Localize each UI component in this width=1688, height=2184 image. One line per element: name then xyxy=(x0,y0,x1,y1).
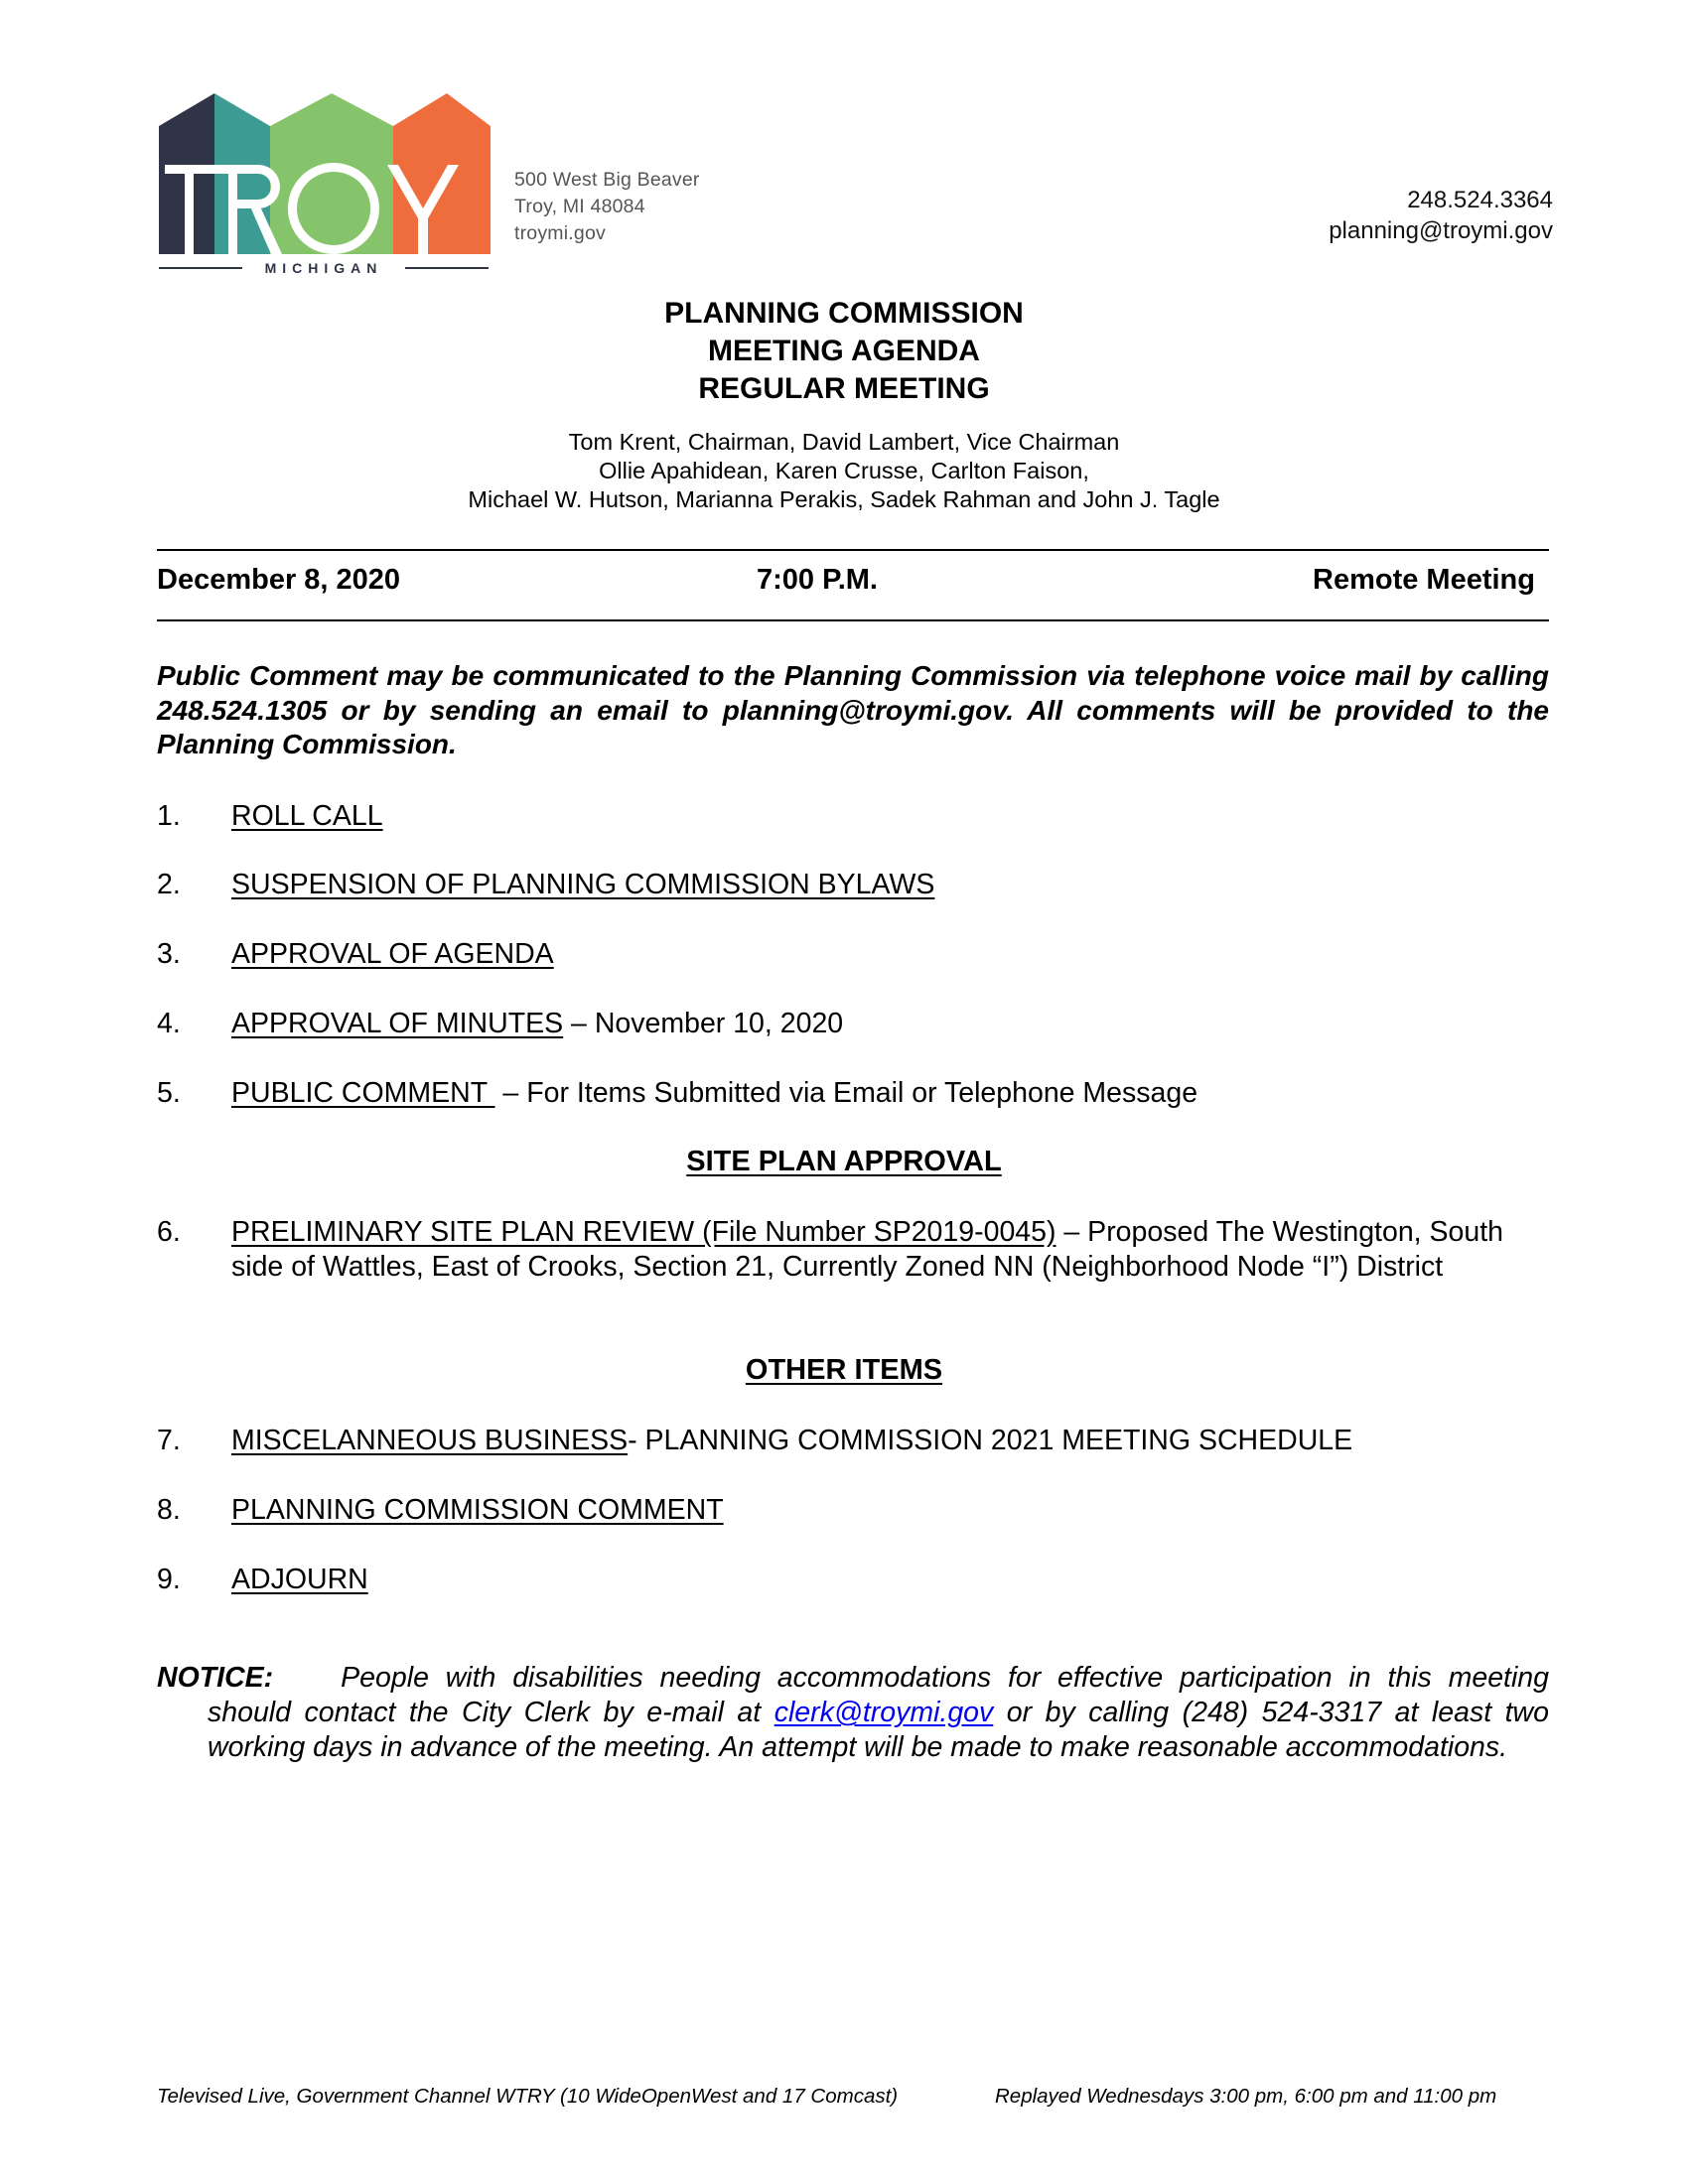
broadcast-footer xyxy=(157,2085,1547,2109)
members-line: Ollie Apahidean, Karen Crusse, Carlton Faison, xyxy=(599,458,1089,483)
agenda-titles xyxy=(0,295,1688,408)
logo-house-orange xyxy=(393,93,491,254)
accessibility-notice xyxy=(157,1661,1549,1765)
logo-house-green xyxy=(270,93,393,254)
address-web: troymi.gov xyxy=(514,222,606,244)
divider-bottom xyxy=(157,619,1549,621)
notice-label: NOTICE: xyxy=(157,1662,274,1694)
meeting-info xyxy=(157,564,1535,597)
item-title: SUSPENSION OF PLANNING COMMISSION BYLAWS xyxy=(231,869,935,900)
title-line: REGULAR MEETING xyxy=(698,372,990,405)
notice-text: People with disabilities needing accommodations for effective participation in this meeting xyxy=(341,1662,1549,1694)
footer-televised: Televised Live, Government Channel WTRY (10 WideOpenWest and 17 Comcast) xyxy=(157,2085,899,2108)
clerk-email-link[interactable]: clerk@troymi.gov xyxy=(774,1697,994,1728)
item-detail: - PLANNING COMMISSION 2021 MEETING SCHEDULE xyxy=(628,1425,1353,1456)
notice-text: or by calling (248) 524-3317 at least two working days in advance of the meeting. An attempt will be made to make reasonable accommodations. xyxy=(208,1697,1549,1763)
title-line: PLANNING COMMISSION xyxy=(664,297,1024,330)
item-title: PLANNING COMMISSION COMMENT xyxy=(231,1494,724,1526)
item-number: 4. xyxy=(157,1008,181,1039)
troy-logo xyxy=(157,91,491,276)
item-title: APPROVAL OF AGENDA xyxy=(231,938,554,970)
item-title: MISCELANNEOUS BUSINESS xyxy=(231,1425,629,1456)
meeting-date: December 8, 2020 xyxy=(157,564,401,596)
item-title: ADJOURN xyxy=(231,1564,368,1595)
svg-text:MICHIGAN: MICHIGAN xyxy=(264,260,383,276)
item-detail: – November 10, 2020 xyxy=(563,1008,844,1039)
item-detail: – For Items Submitted via Email or Telephone Message xyxy=(494,1077,1198,1109)
contact-email: planning@troymi.gov xyxy=(1329,217,1553,244)
item-title: PRELIMINARY SITE PLAN REVIEW (File Number SP2019-0045) xyxy=(231,1216,1056,1248)
public-comment-notice: Public Comment may be communicated to the Planning Commission via telephone voice mail by calling 248.524.1305 or by sending an email to planning@troymi.gov. All comments will be provided to the Planning Commission. xyxy=(157,660,1549,759)
commission-members xyxy=(0,428,1688,514)
item-number: 7. xyxy=(157,1425,181,1456)
members-line: Michael W. Hutson, Marianna Perakis, Sadek Rahman and John J. Tagle xyxy=(468,486,1220,512)
members-line: Tom Krent, Chairman, David Lambert, Vice Chairman xyxy=(568,429,1120,455)
item-number: 2. xyxy=(157,869,181,900)
address-street: 500 West Big Beaver xyxy=(514,169,700,191)
notice-text: should contact the City Clerk by e-mail at xyxy=(208,1697,774,1728)
title-line: MEETING AGENDA xyxy=(708,335,980,367)
footer-replayed: Replayed Wednesdays 3:00 pm, 6:00 pm and 11:00 pm xyxy=(995,2085,1497,2108)
item-detail: – Proposed The Westington, South side of Wattles, East of Crooks, Section 21, Currently Zoned NN (Neighborhood Node “I”) District xyxy=(231,1216,1503,1283)
section-heading-other: OTHER ITEMS xyxy=(745,1354,943,1386)
item-number: 9. xyxy=(157,1564,181,1595)
item-title: ROLL CALL xyxy=(231,800,383,832)
item-number: 1. xyxy=(157,800,181,832)
item-number: 6. xyxy=(157,1216,181,1248)
item-title: PUBLIC COMMENT xyxy=(231,1077,495,1109)
item-number: 5. xyxy=(157,1077,181,1109)
contact-block xyxy=(1329,185,1553,246)
divider-top xyxy=(157,549,1549,551)
meeting-location: Remote Meeting xyxy=(1313,564,1535,596)
address-city: Troy, MI 48084 xyxy=(514,196,645,217)
item-title: APPROVAL OF MINUTES xyxy=(231,1008,564,1039)
item-number: 3. xyxy=(157,938,181,970)
contact-phone: 248.524.3364 xyxy=(1407,187,1553,213)
address-block xyxy=(514,167,700,247)
item-number: 8. xyxy=(157,1494,181,1526)
meeting-time: 7:00 P.M. xyxy=(757,564,878,596)
section-heading-site-plan: SITE PLAN APPROVAL xyxy=(686,1146,1002,1177)
